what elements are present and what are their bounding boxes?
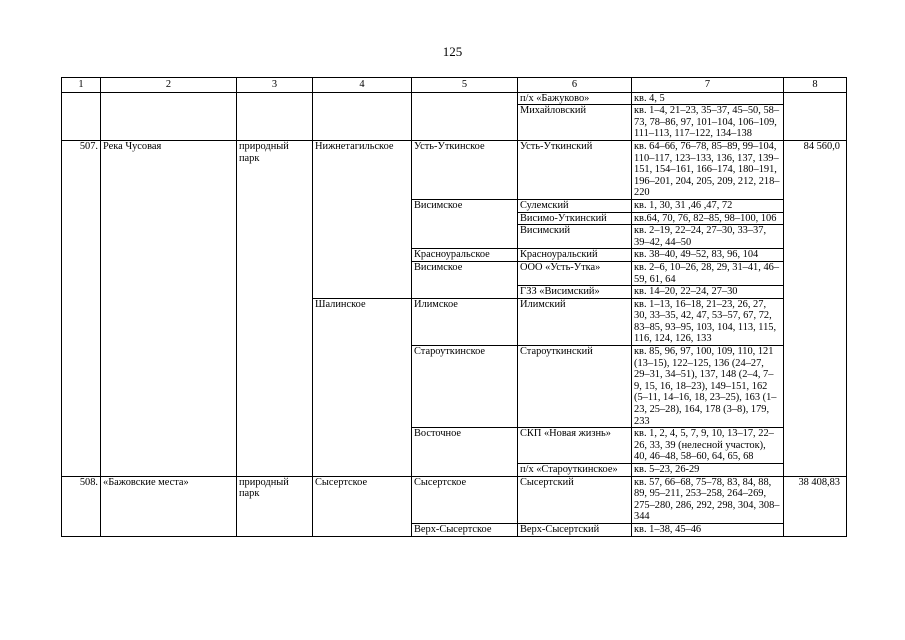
cell-tract: Сысертский xyxy=(518,476,632,523)
cell-forestry: Нижнетагильское xyxy=(313,140,412,298)
cell-district-forestry: Висимское xyxy=(412,199,518,248)
cell-tract: п/х «Бажуково» xyxy=(518,92,632,105)
cell-district-forestry: Висимское xyxy=(412,261,518,298)
cell-tract: Красноуральский xyxy=(518,249,632,262)
cell-area: 84 560,0 xyxy=(784,140,847,476)
cell-number xyxy=(62,92,101,140)
table-row xyxy=(62,140,847,199)
column-header: 8 xyxy=(784,78,847,93)
column-header: 2 xyxy=(101,78,237,93)
cell-quarters: кв. 4, 5 xyxy=(632,92,784,105)
forest-table xyxy=(61,77,847,537)
cell-forestry: Шалинское xyxy=(313,298,412,476)
cell-area xyxy=(784,92,847,140)
cell-number: 508. xyxy=(62,476,101,536)
cell-district-forestry xyxy=(412,92,518,140)
column-header: 1 xyxy=(62,78,101,93)
cell-tract: Усть-Уткинский xyxy=(518,140,632,199)
cell-quarters: кв. 1–38, 45–46 xyxy=(632,523,784,536)
table-row xyxy=(62,476,847,523)
cell-tract: ГЗЗ «Висимский» xyxy=(518,286,632,299)
column-header: 4 xyxy=(313,78,412,93)
cell-district-forestry: Усть-Уткинское xyxy=(412,140,518,199)
cell-tract: Висимо-Уткинский xyxy=(518,212,632,225)
cell-tract: Верх-Сысертский xyxy=(518,523,632,536)
header-row xyxy=(62,78,847,93)
cell-quarters: кв. 2–19, 22–24, 27–30, 33–37, 39–42, 44–50 xyxy=(632,225,784,249)
cell-tract: п/х «Староуткинское» xyxy=(518,464,632,477)
cell-district-forestry: Красноуральское xyxy=(412,249,518,262)
cell-district-forestry: Восточное xyxy=(412,428,518,476)
cell-category: природный парк xyxy=(237,476,313,536)
cell-quarters: кв. 1–4, 21–23, 35–37, 45–50, 58–73, 78–86, 97, 101–104, 106–109, 111–113, 117–122, 134–138 xyxy=(632,105,784,141)
cell-quarters: кв. 2–6, 10–26, 28, 29, 31–41, 46–59, 61, 64 xyxy=(632,261,784,285)
cell-forestry xyxy=(313,92,412,140)
column-header: 5 xyxy=(412,78,518,93)
cell-forestry: Сысертское xyxy=(313,476,412,536)
cell-quarters: кв. 1, 30, 31 ,46 ,47, 72 xyxy=(632,199,784,212)
cell-quarters: кв. 57, 66–68, 75–78, 83, 84, 88, 89, 95–211, 253–258, 264–269, 275–280, 286, 292, 298, 304, 308–344 xyxy=(632,476,784,523)
cell-category: природный парк xyxy=(237,140,313,476)
cell-tract: Михайловский xyxy=(518,105,632,141)
column-header: 7 xyxy=(632,78,784,93)
cell-tract: Сулемский xyxy=(518,199,632,212)
column-header: 3 xyxy=(237,78,313,93)
cell-quarters: кв.64, 70, 76, 82–85, 98–100, 106 xyxy=(632,212,784,225)
cell-tract: Висимский xyxy=(518,225,632,249)
cell-area: 38 408,83 xyxy=(784,476,847,536)
cell-name xyxy=(101,92,237,140)
cell-district-forestry: Илимское xyxy=(412,298,518,345)
cell-district-forestry: Верх-Сысертское xyxy=(412,523,518,536)
cell-quarters: кв. 85, 96, 97, 100, 109, 110, 121 (13–15), 122–125, 136 (24–27, 29–31, 34–51), 137, 148 (2–4, 7–9, 15, 16, 18–23), 149–151, 162 (5–11, 14–16, 18, 23–25), 163 (1–23, 25–28), 164, 178 (3–8), 179, 233 xyxy=(632,346,784,428)
cell-quarters: кв. 5–23, 26-29 xyxy=(632,464,784,477)
cell-tract: Илимский xyxy=(518,298,632,345)
cell-district-forestry: Сысертское xyxy=(412,476,518,523)
column-header: 6 xyxy=(518,78,632,93)
cell-district-forestry: Староуткинское xyxy=(412,346,518,428)
cell-tract: СКП «Новая жизнь» xyxy=(518,428,632,464)
cell-number: 507. xyxy=(62,140,101,476)
cell-quarters: кв. 14–20, 22–24, 27–30 xyxy=(632,286,784,299)
cell-tract: ООО «Усть-Утка» xyxy=(518,261,632,285)
cell-quarters: кв. 38–40, 49–52, 83, 96, 104 xyxy=(632,249,784,262)
cell-quarters: кв. 64–66, 76–78, 85–89, 99–104, 110–117, 123–133, 136, 137, 139–151, 154–161, 166–174, 180–191, 196–201, 204, 205, 209, 212, 218–220 xyxy=(632,140,784,199)
cell-name: «Бажовские места» xyxy=(101,476,237,536)
cell-quarters: кв. 1–13, 16–18, 21–23, 26, 27, 30, 33–35, 42, 47, 53–57, 67, 72, 83–85, 93–95, 103, 104, 113, 115, 116, 124, 126, 133 xyxy=(632,298,784,345)
cell-quarters: кв. 1, 2, 4, 5, 7, 9, 10, 13–17, 22–26, 33, 39 (нелесной участок), 40, 46–48, 58–60, 64, 65, 68 xyxy=(632,428,784,464)
cell-tract: Староуткинский xyxy=(518,346,632,428)
cell-name: Река Чусовая xyxy=(101,140,237,476)
cell-category xyxy=(237,92,313,140)
table-row xyxy=(62,92,847,105)
page-number: 125 xyxy=(442,44,463,59)
